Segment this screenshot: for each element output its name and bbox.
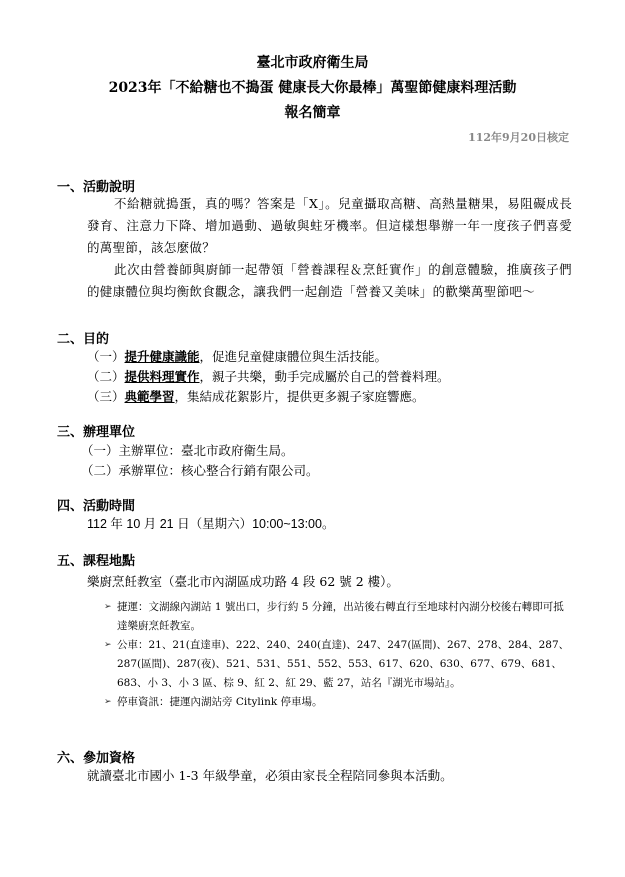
purpose-item-text: ，促進兒童健康體位與生活技能。 <box>199 349 388 364</box>
arrow-bullet-icon: ➢ <box>104 640 112 650</box>
transport-item <box>104 598 572 636</box>
eligibility-text: 就讀臺北市國小 1-3 年級學童，必須由家長全程陪同參與本活動。 <box>87 768 453 783</box>
purpose-item-key: 提供料理實作 <box>124 369 200 384</box>
purpose-item <box>87 387 425 407</box>
section-4-heading: 四、活動時間 <box>57 499 136 514</box>
transport-item-text: 捷運：文湖線內湖站 1 號出口，步行約 5 分鐘，出站後右轉直行至地球村內湖分校後右轉即可抵達樂廚烹飪教室。 <box>117 601 564 632</box>
location-text: 樂廚烹飪教室（臺北市內湖區成功路 4 段 62 號 2 樓）。 <box>87 574 399 589</box>
purpose-item-number: （三） <box>87 389 125 404</box>
approval-date: 112年9月20日核定 <box>468 131 569 144</box>
section-1-heading: 一、活動說明 <box>57 180 136 195</box>
org-title: 臺北市政府衛生局 <box>256 55 369 71</box>
transport-item-text: 停車資訊：捷運內湖站旁 Citylink 停車場。 <box>117 696 323 708</box>
section-6-heading: 六、參加資格 <box>57 751 136 766</box>
purpose-item-number: （一） <box>87 349 125 364</box>
transport-item <box>104 693 572 712</box>
section-1-paragraph-2: 此次由營養師與廚師一起帶領「營養課程＆烹飪實作」的創意體驗，推廣孩子們的健康體位與均衡飲食觀念，讓我們一起創造「營養又美味」的歡樂萬聖節吧～ <box>87 262 572 299</box>
section-5-heading: 五、課程地點 <box>57 554 136 569</box>
event-title: 2023年「不給糖也不搗蛋 健康長大你最棒」萬聖節健康料理活動 <box>108 80 517 96</box>
event-time: 112 年 10 月 21 日（星期六）10:00~13:00。 <box>87 517 335 531</box>
arrow-bullet-icon: ➢ <box>104 697 112 707</box>
transport-list <box>104 598 572 712</box>
purpose-item-text: ，集結成花絮影片，提供更多親子家庭響應。 <box>174 389 425 404</box>
purpose-item <box>87 367 450 387</box>
transport-item-text: 公車：21、21(直達車)、222、240、240(直達)、247、247(區間)、267、278、284、287、287(區間)、287(夜)、521、531、551、552、553、617、620、630、677、679、681、683、小 3、小 3 區、棕 9、紅 2、紅 29、藍 27，站名『湖光市場站』。 <box>117 639 570 689</box>
purpose-item-text: ，親子共樂，動手完成屬於自己的營養料理。 <box>199 369 450 384</box>
transport-item <box>104 636 572 693</box>
doc-title: 報名簡章 <box>284 105 341 121</box>
section-3-heading: 三、辦理單位 <box>57 425 136 440</box>
arrow-bullet-icon: ➢ <box>104 602 112 612</box>
purpose-item-number: （二） <box>87 369 125 384</box>
purpose-item-key: 典範學習 <box>124 389 175 404</box>
organizer-item: （二）承辦單位：核心整合行銷有限公司。 <box>81 463 319 478</box>
section-2-heading: 二、目的 <box>57 332 110 347</box>
purpose-item <box>87 347 387 367</box>
section-1-paragraph-1: 不給糖就搗蛋，真的嗎？答案是「X」。兒童攝取高糖、高熱量糖果，易阻礙成長發育、注意力下降、增加過動、過敏與蛀牙機率。但這樣想舉辦一年一度孩子們喜愛的萬聖節，該怎麼做？ <box>87 196 572 255</box>
organizer-item: （一）主辦單位：臺北市政府衛生局。 <box>81 443 294 458</box>
purpose-item-key: 提升健康識能 <box>124 349 200 364</box>
